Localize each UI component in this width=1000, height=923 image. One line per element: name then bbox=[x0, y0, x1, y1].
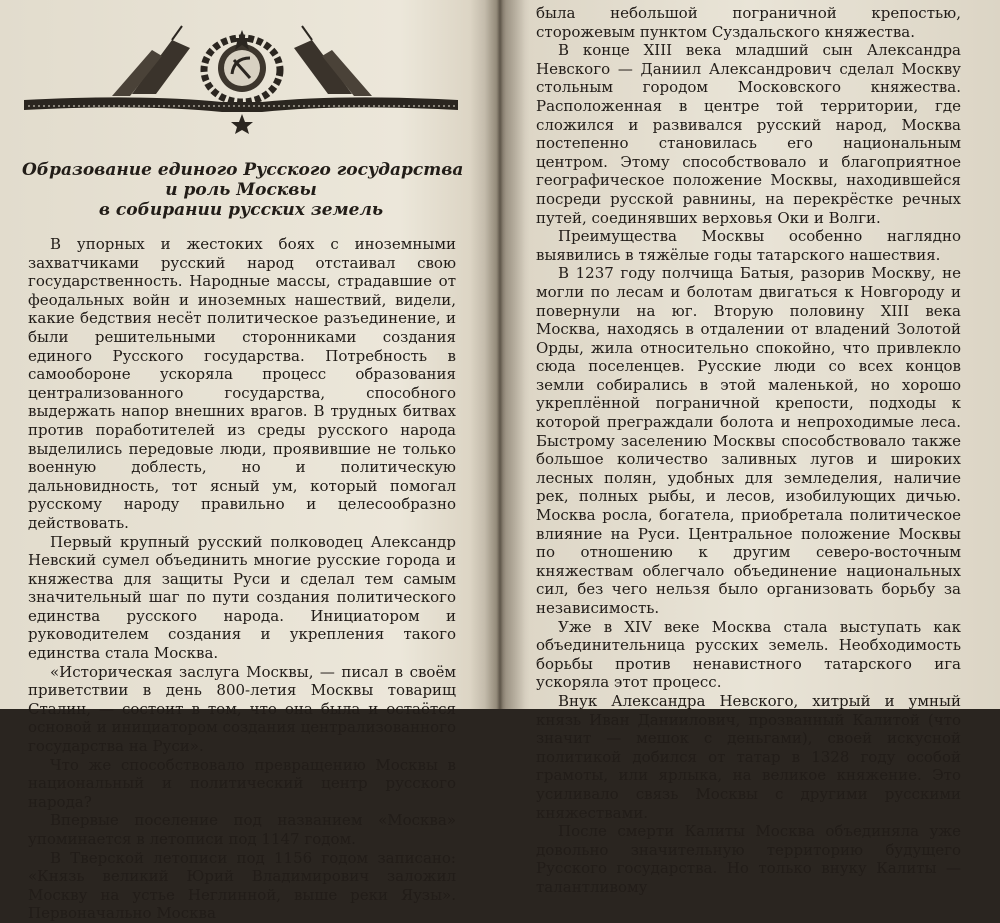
heading-line: и роль Москвы bbox=[165, 180, 317, 200]
paragraph: «Историческая заслуга Москвы, — писал в своём приветствии в день 800-летия Москвы товарищ Сталин, — состоит в том, что она была и остаётся основой и инициатором создания централизованного государства на Руси». bbox=[28, 662, 456, 756]
heading-line: в собирании русских земель bbox=[98, 200, 384, 220]
chapter-heading bbox=[22, 160, 464, 220]
soviet-emblem-with-banners-icon bbox=[22, 22, 462, 132]
paragraph: Внук Александра Невского, хитрый и умный князь Иван Даниилович, прозванный Калитой (что значит — мешок с деньгами), своей искусной политикой добился от татар в 1328 году особой грамоты, или ярлыка, на великое княжение. Это усиливало связь Москвы с другими русскими княжествами. bbox=[536, 691, 961, 822]
heading-line: Образование единого Русского государства bbox=[22, 160, 464, 180]
paragraph: В Тверской летописи под 1156 годом записано: «Князь великий Юрий Владимирович заложил Москву на устье Неглинной, выше реки Яузы». Первоначально Москва bbox=[28, 848, 456, 923]
paragraph: В упорных и жестоких боях с иноземными захватчиками русский народ отстаивал свою государственность. Народные массы, страдавшие от феодальных войн и иноземных нашествий, видели, какие бедствия несёт политическое разъединение, и были решительными сторонниками создания единого Русского государства. Потребность в самообороне ускоряла процесс образования централизованного государства, способного выдержать напор внешних врагов. В трудных битвах против поработителей из среды русского народа выделились передовые люди, проявившие не только военную доблесть, но и политическую дальновидность, тот ясный ум, который помогал русскому народу правильно и целесообразно действовать. bbox=[28, 235, 456, 532]
paragraph: была небольшой пограничной крепостью, сторожевым пунктом Суздальского княжества. bbox=[536, 4, 961, 41]
paragraph: После смерти Калиты Москва объединяла уже довольно значительную территорию будущего Русского государства. Но только внуку Калиты — талантливому bbox=[536, 822, 961, 896]
paragraph: Что же способствовало превращению Москвы в национальный и политический центр русского народа? bbox=[28, 755, 456, 811]
paragraph: Преимущества Москвы особенно наглядно выявились в тяжёлые годы татарского нашествия. bbox=[536, 227, 961, 264]
left-page-body bbox=[28, 235, 456, 923]
book-gutter bbox=[470, 0, 530, 709]
paragraph: Уже в XIV веке Москва стала выступать как объединительница русских земель. Необходимость борьбы против ненавистного татарского ига ускоряла этот процесс. bbox=[536, 617, 961, 692]
paragraph: В конце XIII века младший сын Александра Невского — Даниил Александрович сделал Москву стольным городом Московского княжества. Расположенная в центре той территории, где сложился и развивался русский народ, Москва постепенно становилась его национальным центром. Этому способствовало и благоприятное географическое положение Москвы, находившейся посреди русской равнины, на перекрёстке речных путей, соединявших верховья Оки и Волги. bbox=[536, 41, 961, 227]
paragraph: Первый крупный русский полководец Александр Невский сумел объединить многие русские города и княжества для защиты Руси и сделал тем самым значительный шаг по пути создания политического единства русского народа. Инициатором и руководителем создания и укрепления такого единства стала Москва. bbox=[28, 532, 456, 663]
paragraph: Впервые поселение под названием «Москва» упоминается в летописи под 1147 годом. bbox=[28, 811, 456, 848]
right-page-body bbox=[536, 4, 961, 897]
paragraph: В 1237 году полчища Батыя, разорив Москву, не могли по лесам и болотам двигаться к Новгороду и повернули на юг. Вторую половину XIII века Москва, находясь в отдалении от владений Золотой Орды, жила относительно спокойно, что привлекло сюда поселенцев. Русские люди со всех концов земли собирались в этой маленькой, но хорошо укреплённой пограничной крепости, подходы к которой преграждали болота и непроходимые леса. Быстрому заселению Москвы способствовало также большое количество заливных лугов и широких лесных полян, удобных для земледелия, наличие рек, полных рыбы, и лесов, изобилующих дичью. Москва росла, богатела, приобретала политическое влияние на Руси. Центральное положение Москвы по отношению к другим северо-восточным княжествам облегчало объединение национальных сил, без чего нельзя было организовать борьбу за независимость. bbox=[536, 264, 961, 617]
